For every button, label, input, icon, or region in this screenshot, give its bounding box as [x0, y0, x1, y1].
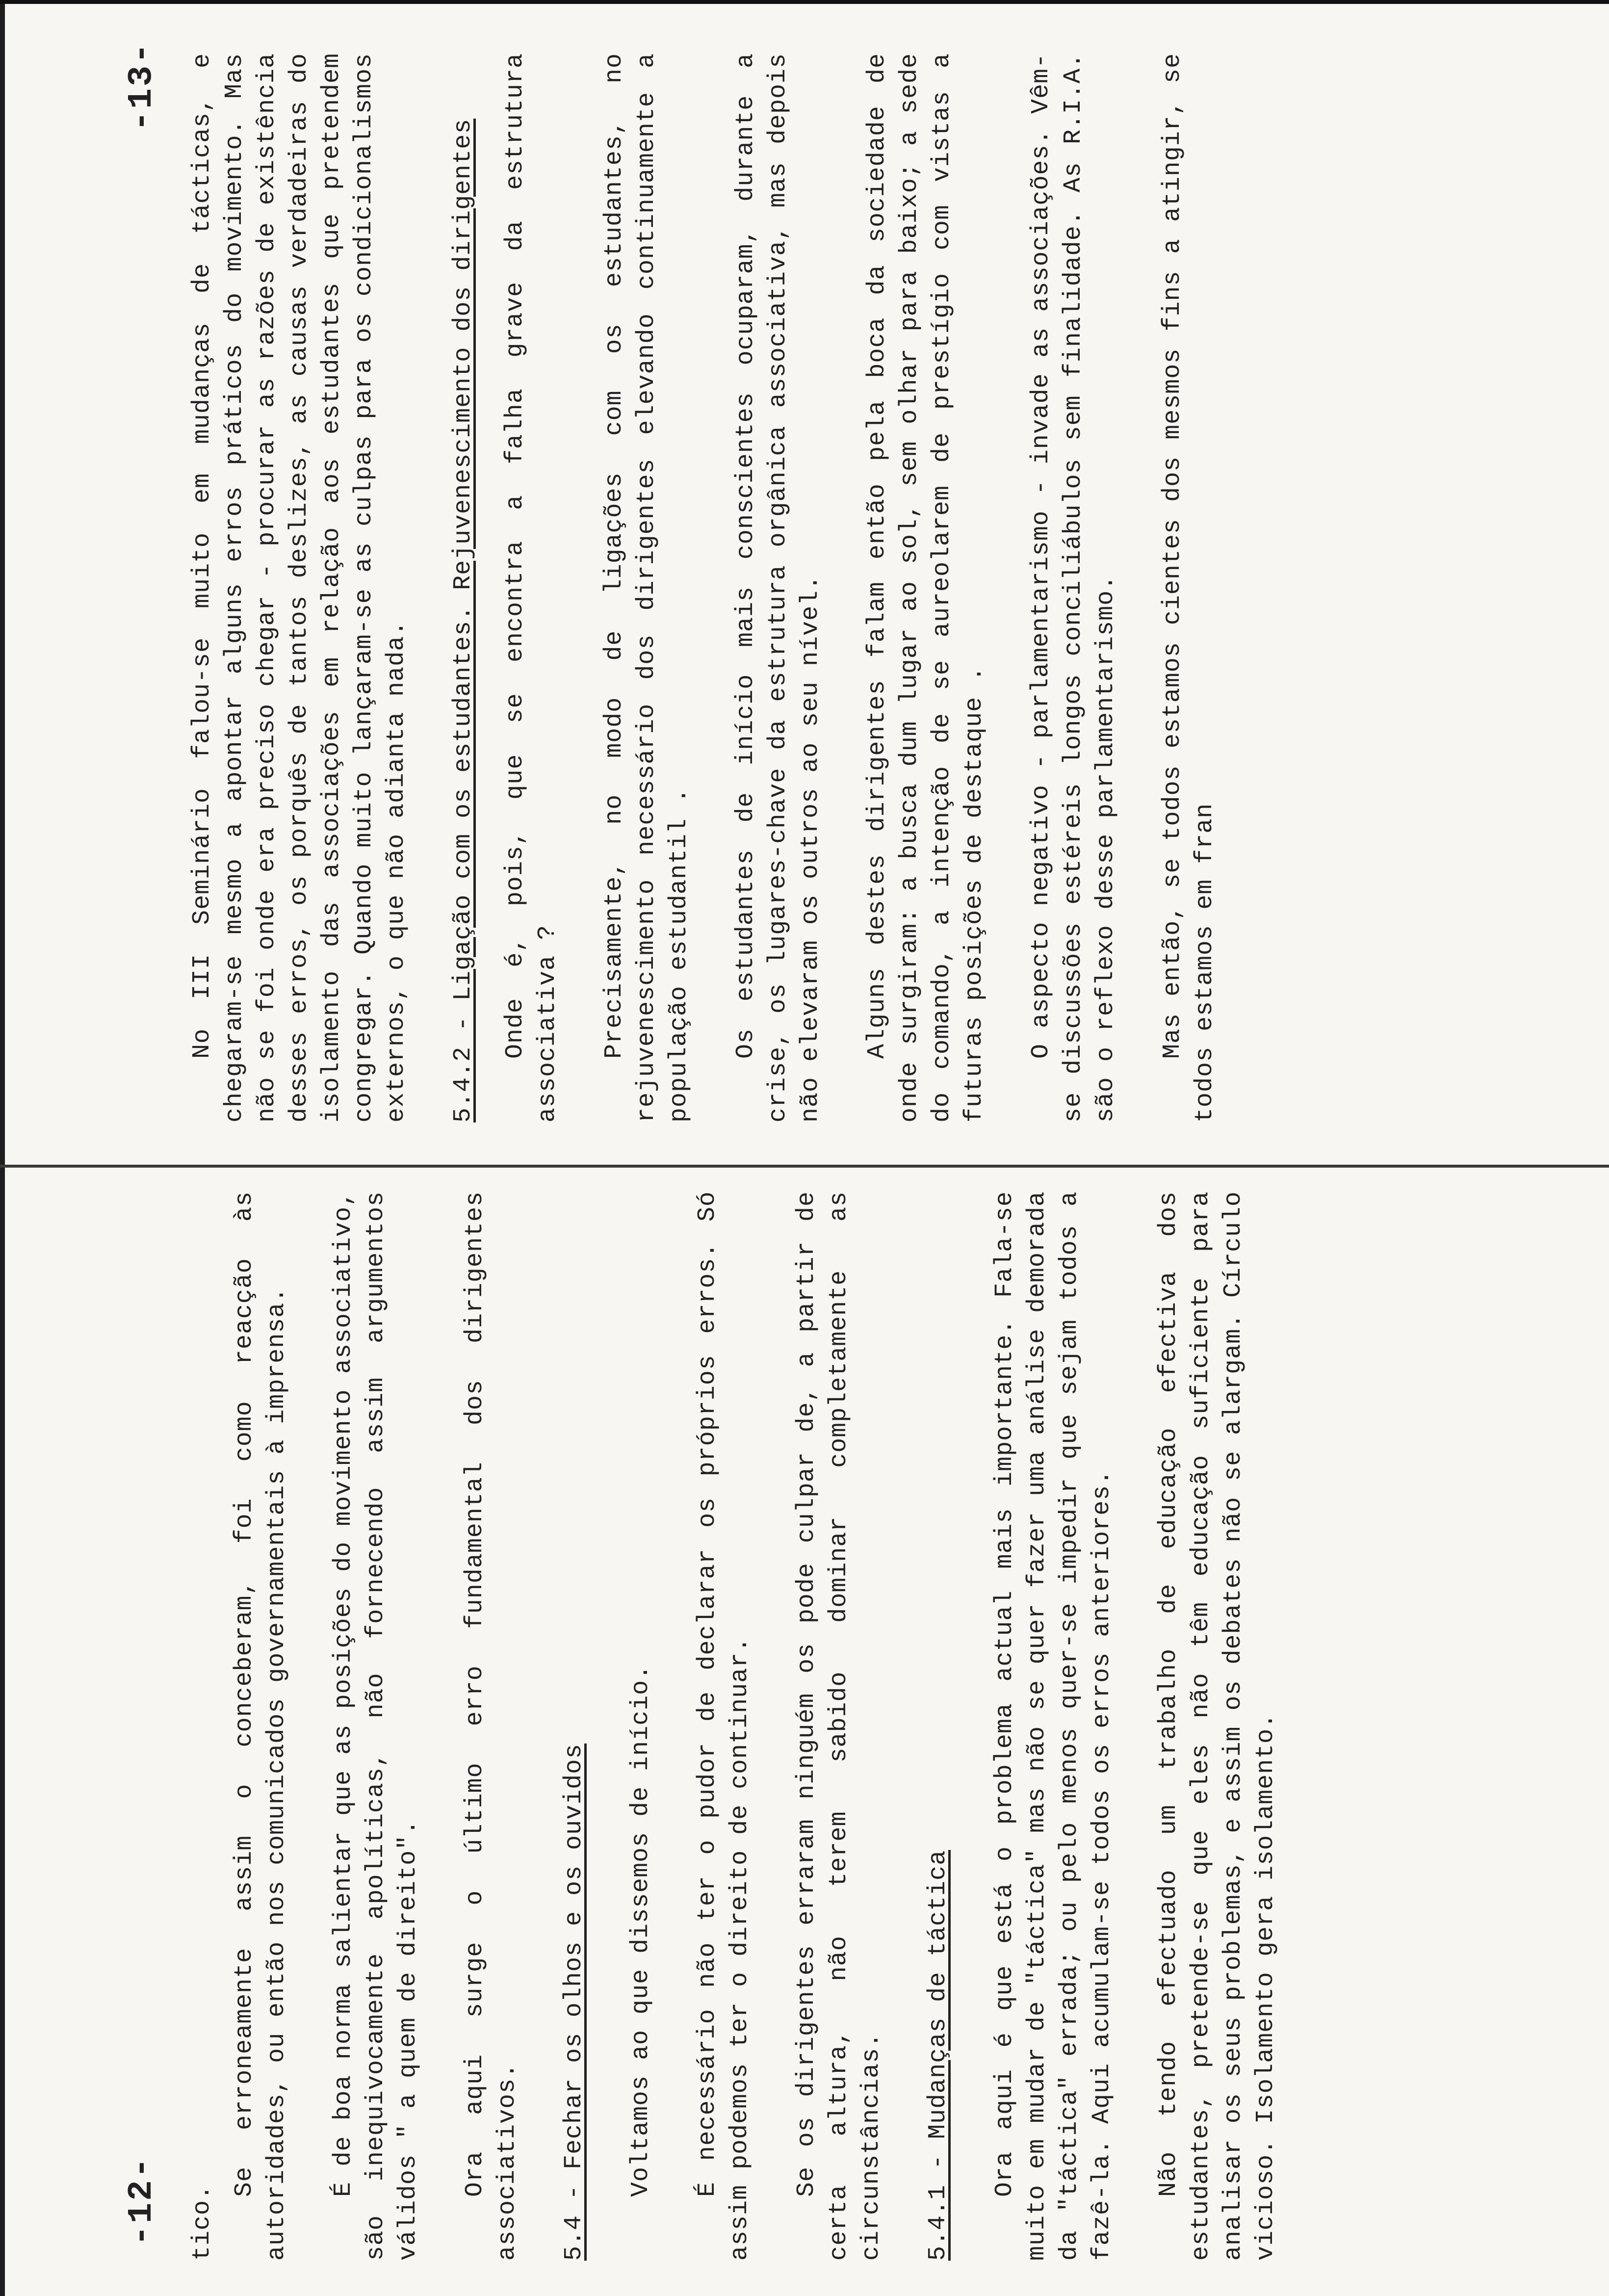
- paragraph: Se os dirigentes erraram ninguém os pode culpar de, a partir de certa altura, não terem sabido dominar completamente as circunstâncias.: [793, 1191, 885, 2261]
- page-fold-line: [0, 1165, 1609, 1168]
- paragraph: Ora aqui é que está o problema actual mais importante. Fala-se muito em mudar de "táctica" mas não se quer fazer uma análise demorada da "táctica" errada; ou pelo menos quer-se impedir que sejam todos a fazê-la. Aqui acumulam-se todos os erros anteriores.: [991, 1191, 1116, 2261]
- paragraph: É necessário não ter o pudor de declarar os próprios erros. Só assim podemos ter o direito de continuar.: [694, 1191, 754, 2261]
- page-13-text: [186, 53, 1256, 1122]
- paragraph: Não tendo efectuado um trabalho de educação efectiva dos estudantes, pretende-se que eles não têm educação suficiente para analisar os seus problemas, e assim os debates não se alargam. Círculo vicioso. Isolamento gera isolamento.: [1155, 1191, 1280, 2261]
- section-heading: 5.4.1 - Mudanças de táctica: [924, 1850, 952, 2261]
- paragraph: O aspecto negativo - parlamentarismo - invade as associações. Vêm-se discussões estéreis longos conciliábulos sem finalidade. As R.I.A. são o reflexo desse parlamentarismo.: [1027, 53, 1120, 1122]
- paragraph: tico.: [188, 2184, 216, 2261]
- paragraph: Mas então, se todos estamos cientes dos mesmos fins a atingir, se todos estamos em fran: [1159, 53, 1219, 1122]
- page-number: -12-: [123, 2155, 161, 2246]
- paragraph: Os estudantes de início mais conscientes ocuparam, durante a crise, os lugares-chave da estrutura orgânica associativa, mas depois não elevaram os outros ao seu nível.: [732, 53, 825, 1122]
- paragraph: Voltamos ao que dissemos de início.: [627, 1664, 655, 2197]
- page-13: [123, 41, 1472, 1122]
- paragraph: No III Seminário falou-se muito em mudanças de tácticas, e chegaram-se mesmo a apontar alguns erros práticos do movimento. Mas não se foi onde era preciso chegar - procurar as razões de existência desses erros, os porquês de tantos deslizes, as causas verdadeiras do isolamento das associações em relação aos estudantes que pretendem congregar. Quando muito lançaram-se as culpas para os condicionalismos externos, o que não adianta nada.: [188, 53, 411, 1122]
- paragraph: Ora aqui surge o último erro fundamental dos dirigentes associativos.: [461, 1191, 521, 2261]
- page-12: [123, 1191, 1472, 2261]
- paragraph: Se erroneamente assim o conceberam, foi como reacção às autoridades, ou então nos comunicados governamentais à imprensa.: [231, 1191, 291, 2261]
- page-number: -13-: [123, 41, 161, 131]
- section-heading: 5.4 - Fechar os olhos e os ouvidos: [560, 1743, 588, 2261]
- section-heading: 5.4.2 - Ligação com os estudantes. Rejuvenescimento dos dirigentes: [449, 118, 477, 1122]
- page-12-text: [186, 1191, 1317, 2261]
- binding-edge: [0, 4, 5, 2296]
- paragraph: Onde é, pois, que se encontra a falha grave da estrutura associativa ?: [501, 53, 562, 1122]
- paragraph: Precisamente, no modo de ligações com os estudantes, no rejuvenescimento necessário dos dirigentes elevando continuamente a população estudantil .: [600, 53, 693, 1122]
- paragraph: É de boa norma salientar que as posições do movimento associativo, são inequivocamente apolíticas, não fornecendo assim argumentos válidos " a quem de direito".: [330, 1191, 422, 2261]
- paragraph: Alguns destes dirigentes falam então pela boca da sociedade de onde surgiram: a busca dum lugar ao sol, sem olhar para baixo; a sede do comando, a intenção de se aureolarem de prestígio com vistas a futuras posições de destaque .: [863, 53, 988, 1122]
